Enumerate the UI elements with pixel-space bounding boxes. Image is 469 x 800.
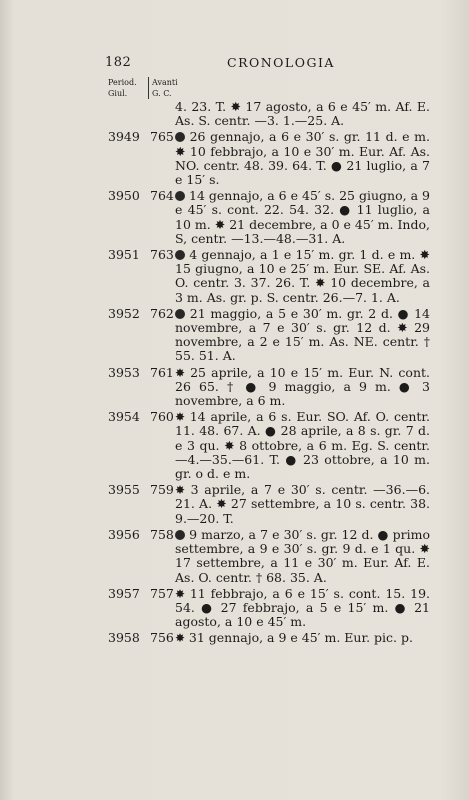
intro-entry <box>108 100 430 128</box>
sun-eclipse-icon: ✸ <box>175 586 190 601</box>
year-bc-number: 760 <box>150 409 174 425</box>
entry-text: ✸ 11 febbrajo, a 6 e 15′ s. cont. 15. 19. 54. ● 27 febbrajo, a 5 e 15′ m. ● 21 agosto, a 10 e 45′ m. <box>175 585 430 630</box>
chronology-entry <box>108 410 430 481</box>
entry-text: ✸ 3 aprile, a 7 e 30′ s. centr. —36.—6. 21. A. ✸ 27 settembre, a 10 s. centr. 38. 9.—20. T. <box>175 482 430 526</box>
chronology-entry <box>108 631 430 645</box>
year-bc-number: 763 <box>150 247 174 263</box>
moon-eclipse-icon <box>175 191 185 201</box>
year-bc-number: 757 <box>150 585 174 601</box>
chronology-entry <box>108 189 430 246</box>
julian-period-number: 3952 <box>108 305 140 321</box>
entry-text: 21 maggio, a 5 e 30′ m. gr. 2 d. ● 14 novembre, a 7 e 30′ s. gr. 12 d. ✸ 29 novembre, a 2 e 15′ m. As. NE. centr. † 55. 51. A. <box>175 305 430 364</box>
chronology-entry <box>108 587 430 630</box>
chronology-entry <box>108 130 430 187</box>
page-number: 182 <box>105 55 132 70</box>
julian-period-number: 3953 <box>108 364 140 380</box>
julian-period-number: 3951 <box>108 247 140 263</box>
moon-eclipse-icon <box>175 309 185 319</box>
sun-eclipse-icon: ✸ <box>175 410 190 425</box>
chronology-entry <box>108 307 430 364</box>
moon-eclipse-icon <box>175 250 185 260</box>
year-bc-number: 758 <box>150 526 174 542</box>
julian-period-number: 3958 <box>108 630 140 646</box>
julian-period-number: 3954 <box>108 409 140 425</box>
julian-period-number: 3956 <box>108 526 140 542</box>
column-heading-period: Period. Giul. <box>108 78 137 98</box>
entry-text: 4 gennajo, a 1 e 15′ m. gr. 1 d. e m. ✸ 15 giugno, a 10 e 25′ m. Eur. SE. Af. As. O. centr. 3. 37. 26. T. ✸ 10 decembre, a 3 m. As. gr. p. S. centr. 26.—7. 1. A. <box>175 247 430 305</box>
year-bc-number: 764 <box>150 188 174 204</box>
entry-text: ✸ 25 aprile, a 10 e 15′ m. Eur. N. cont. 26 65. † ● 9 maggio, a 9 m. ● 3 novembre, a 6 m. <box>175 364 430 409</box>
year-bc-number: 761 <box>150 364 174 380</box>
moon-eclipse-icon <box>175 132 185 142</box>
sun-eclipse-icon: ✸ <box>175 483 191 498</box>
julian-period-number: 3950 <box>108 188 140 204</box>
sun-eclipse-icon: ✸ <box>175 631 189 646</box>
chronology-entry <box>108 483 430 526</box>
moon-eclipse-icon <box>175 530 185 540</box>
column-heading-avanti: Avanti G. C. <box>148 77 182 99</box>
running-head: CRONOLOGIA <box>227 55 335 70</box>
entries-list <box>108 130 430 645</box>
chronology-entry <box>108 248 430 305</box>
chronology-body <box>108 100 430 648</box>
julian-period-number: 3957 <box>108 585 140 601</box>
entry-text: ✸ 31 gennajo, a 9 e 45′ m. Eur. pic. p. <box>175 630 413 646</box>
entry-text: ✸ 14 aprile, a 6 s. Eur. SO. Af. O. centr. 11. 48. 67. A. ● 28 aprile, a 8 s. gr. 7 d. e 3 qu. ✸ 8 ottobre, a 6 m. Eg. S. centr.—4.—35.—61. T. ● 23 ottobre, a 10 m. gr. o d. e m. <box>175 409 430 482</box>
entry-text: 9 marzo, a 7 e 30′ s. gr. 12 d. ● primo settembre, a 9 e 30′ s. gr. 9 d. e 1 qu. ✸ 17 settembre, a 11 e 30′ m. Eur. Af. E. As. O. centr. † 68. 35. A. <box>175 526 430 585</box>
year-bc-number: 756 <box>150 630 174 646</box>
chronology-entry <box>108 528 430 585</box>
year-bc-number: 759 <box>150 482 174 498</box>
year-bc-number: 765 <box>150 129 174 145</box>
page-header <box>105 55 440 73</box>
entry-text: 26 gennajo, a 6 e 30′ s. gr. 11 d. e m. ✸ 10 febbrajo, a 10 e 30′ m. Eur. Af. As. NO. centr. 48. 39. 64. T. ● 21 luglio, a 7 e 15′ s. <box>175 129 430 188</box>
year-bc-number: 762 <box>150 305 174 321</box>
entry-text: 4. 23. T. ✸ 17 agosto, a 6 e 45′ m. Af. E. As. S. centr. —3. 1.—25. A. <box>175 99 430 129</box>
julian-period-number: 3955 <box>108 482 140 498</box>
sun-eclipse-icon: ✸ <box>175 365 191 380</box>
chronology-entry <box>108 366 430 409</box>
julian-period-number: 3949 <box>108 129 140 145</box>
entry-text: 14 gennajo, a 6 e 45′ s. 25 giugno, a 9 e 45′ s. cont. 22. 54. 32. ● 11 luglio, a 10 m. ✸ 21 decembre, a 0 e 45′ m. Indo, S, centr. —13.—48.—31. A. <box>175 188 430 246</box>
